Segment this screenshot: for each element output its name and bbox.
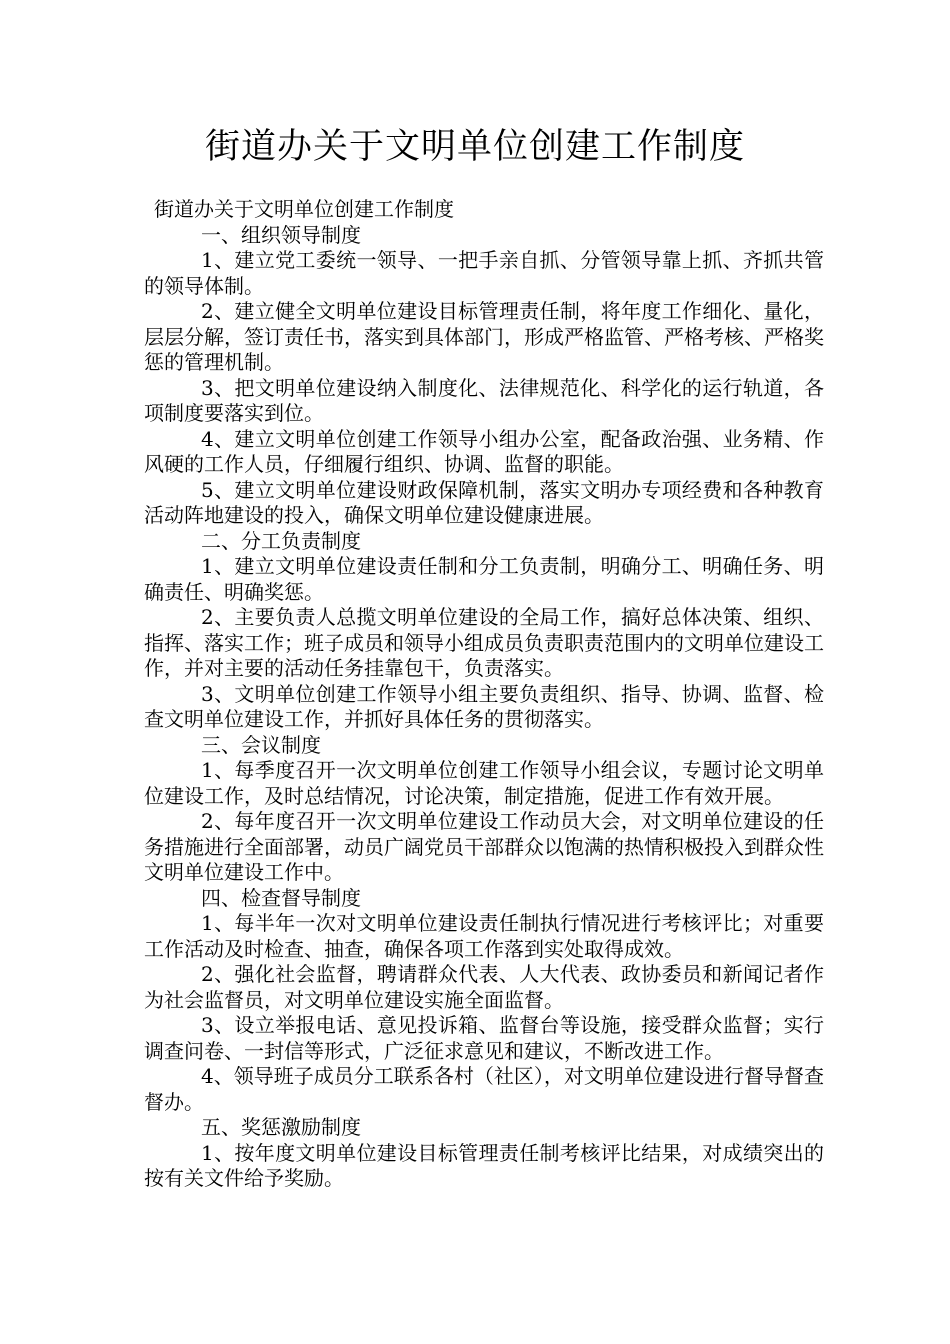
paragraph: 3、文明单位创建工作领导小组主要负责组织、指导、协调、监督、检查文明单位建设工作，并抓好具体任务的贯彻落实。 bbox=[144, 681, 824, 731]
section-heading: 五、奖惩激励制度 bbox=[201, 1115, 361, 1139]
section-heading: 一、组织领导制度 bbox=[201, 222, 361, 247]
paragraph: 4、领导班子成员分工联系各村（社区），对文明单位建设进行督导督查督办。 bbox=[144, 1064, 824, 1114]
paragraph: 2、强化社会监督，聘请群众代表、人大代表、政协委员和新闻记者作为社会监督员，对文明单位建设实施全面监督。 bbox=[144, 962, 824, 1012]
section-heading: 四、检查督导制度 bbox=[201, 885, 361, 910]
paragraph: 1、每半年一次对文明单位建设责任制执行情况进行考核评比；对重要工作活动及时检查、抽查，确保各项工作落到实处取得成效。 bbox=[144, 911, 824, 961]
paragraph: 1、按年度文明单位建设目标管理责任制考核评比结果，对成绩突出的按有关文件给予奖励。 bbox=[144, 1140, 824, 1190]
paragraph: 5、建立文明单位建设财政保障机制，落实文明办专项经费和各种教育活动阵地建设的投入，确保文明单位建设健康进展。 bbox=[144, 477, 824, 527]
paragraph: 1、建立文明单位建设责任制和分工负责制，明确分工、明确任务、明确责任、明确奖惩。 bbox=[144, 554, 824, 604]
document-body bbox=[144, 197, 824, 1192]
section-heading: 二、分工负责制度 bbox=[201, 528, 361, 553]
paragraph: 3、设立举报电话、意见投诉箱、监督台等设施，接受群众监督；实行调查问卷、一封信等形式，广泛征求意见和建议，不断改进工作。 bbox=[144, 1013, 824, 1063]
paragraph: 1、每季度召开一次文明单位创建工作领导小组会议，专题讨论文明单位建设工作，及时总结情况，讨论决策，制定措施，促进工作有效开展。 bbox=[144, 758, 824, 808]
paragraph: 2、主要负责人总揽文明单位建设的全局工作，搞好总体决策、组织、指挥、落实工作；班子成员和领导小组成员负责职责范围内的文明单位建设工作，并对主要的活动任务挂靠包干，负责落实。 bbox=[144, 605, 824, 680]
paragraph: 2、建立健全文明单位建设目标管理责任制，将年度工作细化、量化，层层分解，签订责任书，落实到具体部门，形成严格监管、严格考核、严格奖惩的管理机制。 bbox=[144, 299, 824, 374]
document-title: 街道办关于文明单位创建工作制度 bbox=[204, 127, 745, 167]
paragraph: 4、建立文明单位创建工作领导小组办公室，配备政治强、业务精、作风硬的工作人员，仔细履行组织、协调、监督的职能。 bbox=[144, 426, 824, 476]
document-subtitle: 街道办关于文明单位创建工作制度 bbox=[154, 197, 454, 221]
paragraph: 1、建立党工委统一领导、一把手亲自抓、分管领导靠上抓、齐抓共管的领导体制。 bbox=[144, 248, 824, 298]
section-heading: 三、会议制度 bbox=[201, 732, 321, 757]
paragraph: 2、每年度召开一次文明单位建设工作动员大会，对文明单位建设的任务措施进行全面部署，动员广阔党员干部群众以饱满的热情积极投入到群众性文明单位建设工作中。 bbox=[144, 809, 824, 884]
paragraph: 3、把文明单位建设纳入制度化、法律规范化、科学化的运行轨道，各项制度要落实到位。 bbox=[144, 375, 824, 425]
